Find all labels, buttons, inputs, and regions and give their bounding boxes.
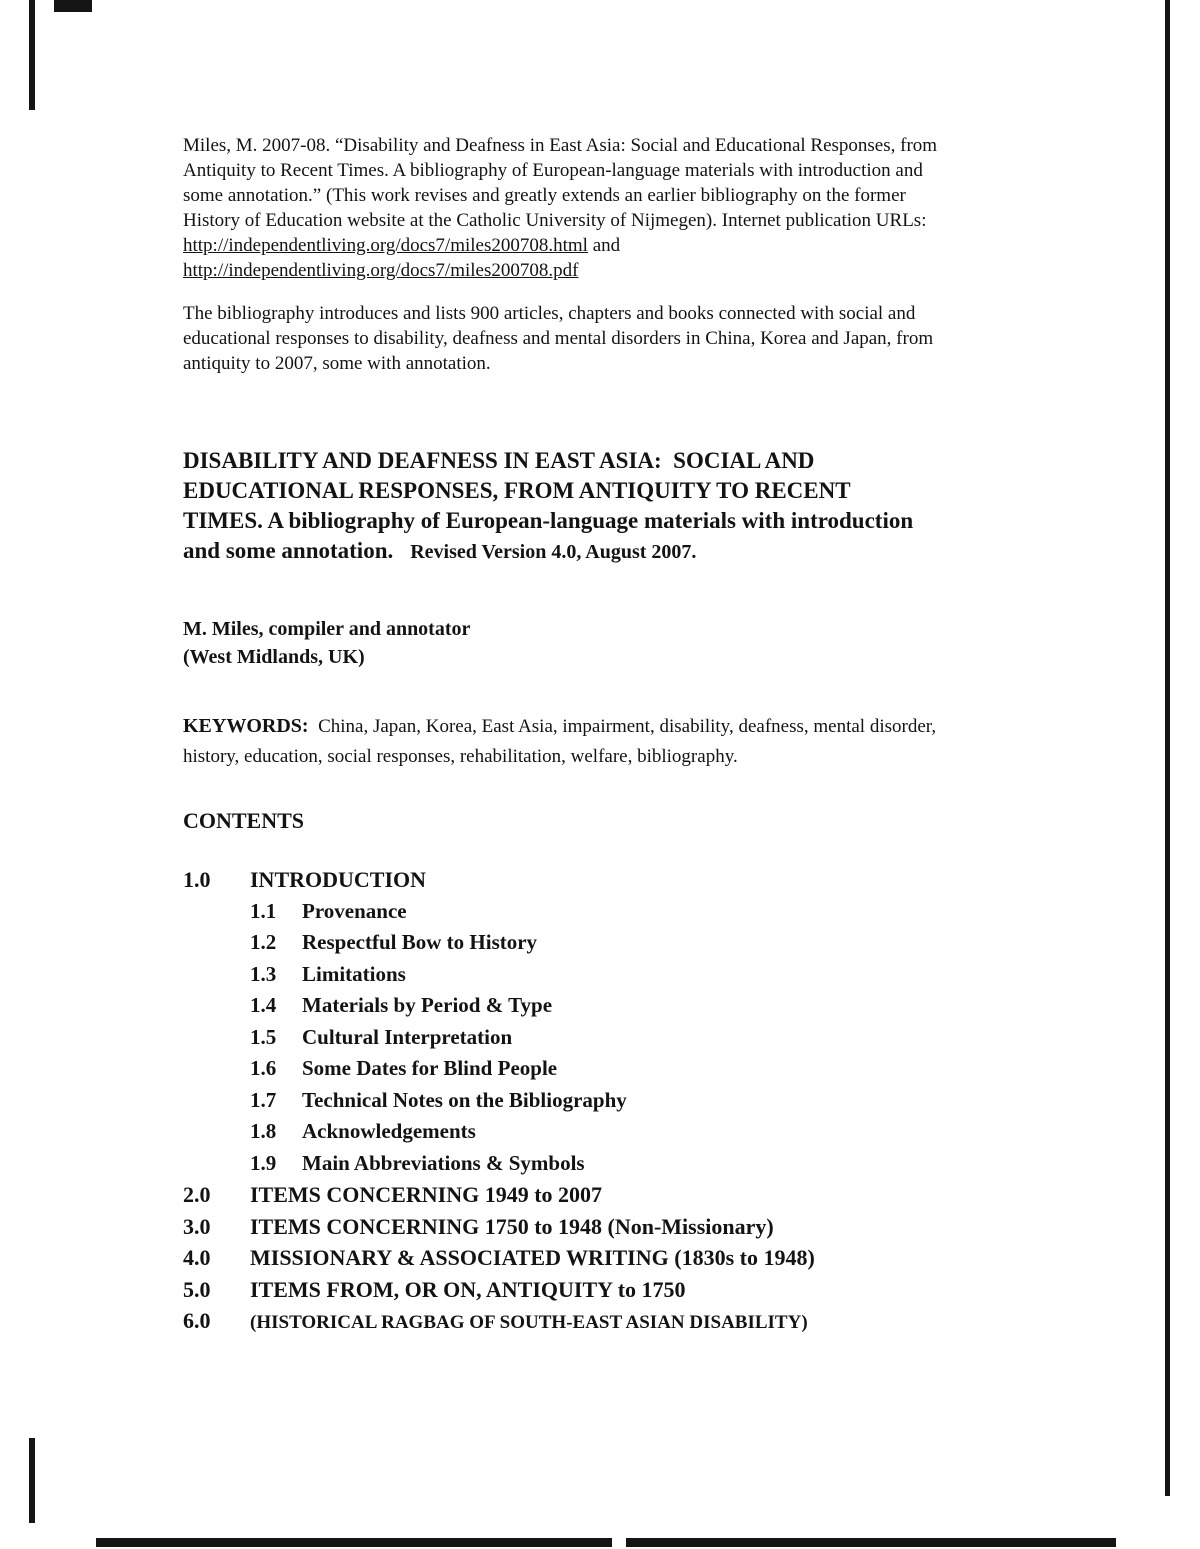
toc-number: 1.4 <box>250 993 277 1017</box>
toc-label: Cultural Interpretation <box>302 1024 513 1049</box>
toc-label: ITEMS CONCERNING 1949 to 2007 <box>250 1182 603 1207</box>
table-of-contents <box>183 864 815 1339</box>
toc-number: 1.9 <box>250 1150 277 1175</box>
title-line-end: and some annotation. <box>183 538 394 563</box>
citation-url-line <box>183 258 937 283</box>
toc-number: 1.2 <box>250 930 277 954</box>
toc-row-1-0 <box>183 864 815 896</box>
title-line: TIMES. A bibliography of European-language materials with introduction <box>183 508 914 533</box>
toc-row-1-2 <box>183 927 815 959</box>
summary-line: The bibliography introduces and lists 900 articles, chapters and books connected with social and <box>183 303 916 324</box>
toc-number: 2.0 <box>183 1182 211 1207</box>
toc-row-1-1 <box>183 896 815 928</box>
toc-row-1-3 <box>183 959 815 991</box>
toc-label: Main Abbreviations & Symbols <box>302 1150 585 1175</box>
html-url-link[interactable]: http://independentliving.org/docs7/miles200708.html <box>183 235 588 256</box>
summary-line: educational responses to disability, deafness and mental disorders in China, Korea and Japan, from <box>183 328 934 349</box>
title-line <box>183 536 913 567</box>
toc-number: 1.6 <box>250 1056 277 1080</box>
scan-mark-right-edge <box>1165 0 1170 1496</box>
toc-row-1-8 <box>183 1116 815 1148</box>
toc-label: MISSIONARY & ASSOCIATED WRITING (1830s to 1948) <box>250 1245 815 1270</box>
toc-number: 1.8 <box>250 1119 277 1143</box>
toc-number: 4.0 <box>183 1245 211 1270</box>
toc-row-1-6 <box>183 1053 815 1085</box>
toc-row-2-0 <box>183 1179 815 1211</box>
toc-label: Provenance <box>302 898 407 923</box>
toc-label: Materials by Period & Type <box>302 993 553 1017</box>
toc-row-6-0 <box>183 1305 815 1339</box>
toc-row-4-0 <box>183 1242 815 1274</box>
keywords-text: China, Japan, Korea, East Asia, impairment, disability, deafness, mental disorder, <box>308 716 937 737</box>
revision-note: Revised Version 4.0, August 2007. <box>410 541 697 563</box>
url-join-text: and <box>587 235 621 256</box>
citation-line: History of Education website at the Catholic University of Nijmegen). Internet publication URLs: <box>183 210 927 231</box>
toc-number: 5.0 <box>183 1276 211 1302</box>
author-location: (West Midlands, UK) <box>183 646 365 668</box>
citation-url-line <box>183 233 937 258</box>
keywords-label: KEYWORDS: <box>183 715 309 737</box>
toc-row-1-9 <box>183 1148 815 1180</box>
summary-paragraph <box>183 301 933 376</box>
toc-label: Limitations <box>302 961 406 986</box>
toc-row-5-0 <box>183 1274 815 1306</box>
contents-heading: CONTENTS <box>183 808 305 833</box>
toc-number: 1.1 <box>250 898 277 923</box>
scan-mark-bottom-left <box>29 1438 35 1523</box>
toc-label: (HISTORICAL RAGBAG OF SOUTH-EAST ASIAN DISABILITY) <box>250 1312 808 1333</box>
summary-line: antiquity to 2007, some with annotation. <box>183 353 491 374</box>
toc-number: 6.0 <box>183 1308 211 1333</box>
pdf-url-link[interactable]: http://independentliving.org/docs7/miles200708.pdf <box>183 260 579 281</box>
toc-number: 3.0 <box>183 1213 211 1239</box>
toc-number: 1.3 <box>250 961 277 986</box>
toc-number: 1.0 <box>183 867 211 892</box>
toc-row-1-5 <box>183 1022 815 1054</box>
scan-mark-bottom-line-1 <box>96 1538 612 1547</box>
author-name: M. Miles, compiler and annotator <box>183 618 471 640</box>
toc-row-1-7 <box>183 1085 815 1117</box>
keywords-line: history, education, social responses, rehabilitation, welfare, bibliography. <box>183 746 738 767</box>
toc-label: ITEMS CONCERNING 1750 to 1948 (Non-Missionary) <box>250 1213 774 1239</box>
toc-label: Some Dates for Blind People <box>302 1056 558 1080</box>
title-line: DISABILITY AND DEAFNESS IN EAST ASIA: SOCIAL AND <box>183 448 815 473</box>
toc-number: 1.5 <box>250 1024 277 1049</box>
toc-row-3-0 <box>183 1211 815 1243</box>
toc-label: Respectful Bow to History <box>302 930 538 954</box>
document-title <box>183 446 913 567</box>
author-block <box>183 615 470 671</box>
toc-label: ITEMS FROM, OR ON, ANTIQUITY to 1750 <box>250 1276 686 1302</box>
toc-label: Acknowledgements <box>302 1119 476 1143</box>
toc-label: Technical Notes on the Bibliography <box>302 1087 627 1112</box>
citation-paragraph <box>183 133 937 283</box>
scan-mark-bottom-line-2 <box>626 1538 1116 1547</box>
keywords-paragraph <box>183 711 936 772</box>
citation-line: Miles, M. 2007-08. “Disability and Deafness in East Asia: Social and Educational Responses, from <box>183 135 938 156</box>
scan-mark-top-dash <box>54 0 92 12</box>
title-line: EDUCATIONAL RESPONSES, FROM ANTIQUITY TO RECENT <box>183 478 851 503</box>
scan-mark-top-left <box>29 0 35 110</box>
toc-row-1-4 <box>183 990 815 1022</box>
citation-line: Antiquity to Recent Times. A bibliography of European-language materials with introduction and <box>183 160 923 181</box>
toc-label: INTRODUCTION <box>250 867 427 892</box>
keywords-line <box>183 711 936 742</box>
citation-line: some annotation.” (This work revises and greatly extends an earlier bibliography on the former <box>183 185 906 206</box>
toc-number: 1.7 <box>250 1087 277 1112</box>
